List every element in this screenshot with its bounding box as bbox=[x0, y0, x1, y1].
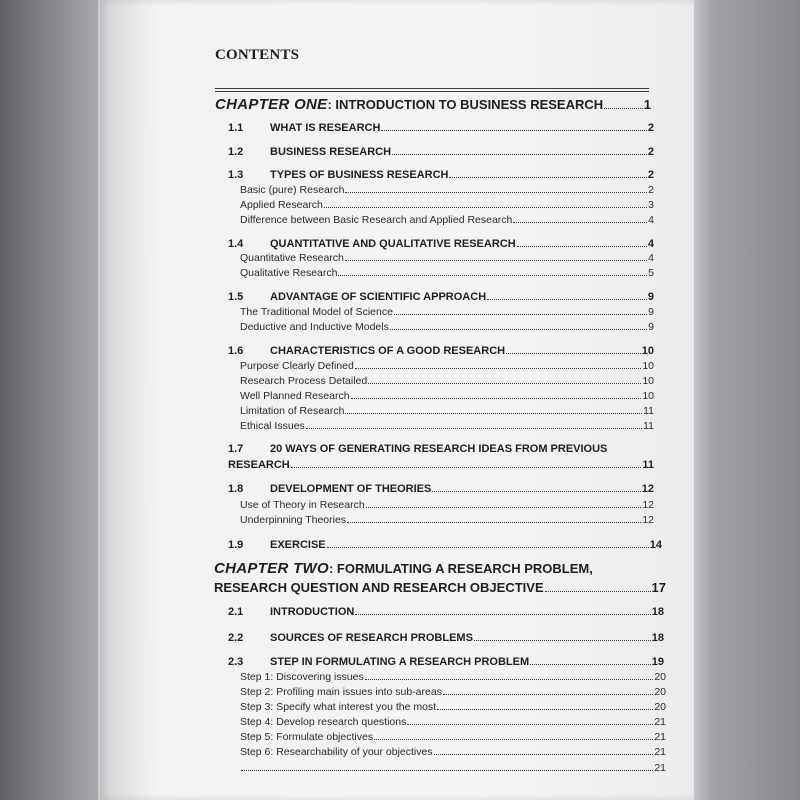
leader-dots bbox=[365, 671, 654, 680]
leader-dots bbox=[530, 656, 651, 665]
section-number: 1.9 bbox=[228, 539, 244, 552]
section-number: 1.5 bbox=[228, 291, 244, 304]
leader-dots bbox=[355, 360, 642, 369]
section-title: INTRODUCTION bbox=[270, 606, 355, 619]
leader-dots bbox=[437, 701, 653, 710]
leader-dots bbox=[513, 214, 647, 223]
page-crease-shadow bbox=[100, 0, 160, 800]
toc-subsection bbox=[240, 390, 654, 402]
subsection-title: Basic (pure) Research bbox=[240, 184, 345, 196]
toc-subsection bbox=[240, 214, 654, 226]
toc-section-1-3 bbox=[228, 169, 654, 181]
leader-dots bbox=[517, 238, 647, 247]
toc-section-1-4 bbox=[228, 238, 654, 250]
leader-dots bbox=[345, 405, 642, 414]
step-page: 21 bbox=[654, 746, 666, 758]
subsection-title: Well Planned Research bbox=[240, 390, 350, 402]
leader-dots bbox=[432, 483, 640, 492]
step-page: 21 bbox=[654, 716, 666, 728]
leader-dots bbox=[474, 632, 651, 641]
toc-step bbox=[240, 762, 666, 774]
toc-section-1-1 bbox=[228, 122, 654, 134]
leader-dots bbox=[345, 184, 647, 193]
step-title: Step 2: Profiling main issues into sub-areas bbox=[240, 686, 442, 698]
subsection-page: 10 bbox=[642, 360, 654, 372]
leader-dots bbox=[327, 539, 649, 548]
section-title: CHARACTERISTICS OF A GOOD RESEARCH bbox=[270, 345, 506, 358]
toc-section-1-6 bbox=[228, 345, 654, 357]
leader-dots bbox=[394, 306, 647, 315]
toc-section-1-8 bbox=[228, 483, 654, 495]
chapter-two-title-continued: RESEARCH QUESTION AND RESEARCH OBJECTIVE bbox=[214, 580, 544, 595]
toc-step bbox=[240, 701, 666, 713]
toc-section-2-3 bbox=[228, 656, 664, 668]
section-number: 2.1 bbox=[228, 606, 244, 619]
subsection-title: Applied Research bbox=[240, 199, 323, 211]
subsection-page: 11 bbox=[643, 405, 654, 417]
toc-subsection bbox=[240, 514, 654, 526]
section-number: 1.6 bbox=[228, 345, 244, 358]
subsection-page: 10 bbox=[642, 390, 654, 402]
section-page: 4 bbox=[647, 238, 654, 251]
toc-section-1-7-continued bbox=[228, 459, 654, 471]
section-title: WHAT IS RESEARCH bbox=[270, 122, 381, 135]
toc-subsection bbox=[240, 360, 654, 372]
toc-subsection bbox=[240, 375, 654, 387]
leader-dots bbox=[324, 199, 647, 208]
toc-step bbox=[240, 671, 666, 683]
right-background bbox=[693, 0, 800, 800]
subsection-title: Limitation of Research bbox=[240, 405, 345, 417]
section-title: SOURCES OF RESEARCH PROBLEMS bbox=[270, 632, 473, 645]
section-page: 2 bbox=[647, 169, 654, 182]
section-number: 1.2 bbox=[228, 146, 244, 159]
step-title: Step 3: Specify what interest you the most bbox=[240, 701, 437, 713]
subsection-page: 9 bbox=[648, 306, 654, 318]
section-title: EXERCISE bbox=[270, 539, 326, 552]
step-title: Step 1: Discovering issues bbox=[240, 671, 364, 683]
toc-subsection bbox=[240, 252, 654, 264]
toc-section-2-2 bbox=[228, 632, 664, 644]
section-page: 2 bbox=[647, 122, 654, 135]
contents-heading: CONTENTS bbox=[215, 47, 300, 63]
section-title: TYPES OF BUSINESS RESEARCH bbox=[270, 169, 449, 182]
section-number: 1.4 bbox=[228, 238, 244, 251]
subsection-title: Underpinning Theories bbox=[240, 514, 347, 526]
toc-subsection bbox=[240, 199, 654, 211]
chapter-two-word: CHAPTER TWO bbox=[214, 560, 329, 577]
chapter-two-title: : FORMULATING A RESEARCH PROBLEM, bbox=[328, 561, 593, 576]
leader-dots bbox=[366, 499, 642, 508]
step-page: 21 bbox=[654, 731, 666, 743]
step-page: 21 bbox=[654, 762, 666, 774]
subsection-title: Quantitative Research bbox=[240, 252, 344, 264]
leader-dots bbox=[449, 169, 646, 178]
section-number: 1.8 bbox=[228, 483, 244, 496]
toc-step bbox=[240, 746, 666, 758]
step-title: Step 5: Formulate objectives bbox=[240, 731, 374, 743]
leader-dots bbox=[374, 731, 653, 740]
toc-subsection bbox=[240, 405, 654, 417]
step-page: 20 bbox=[654, 671, 666, 683]
leader-dots bbox=[390, 321, 647, 330]
section-number: 2.2 bbox=[228, 632, 244, 645]
top-rule bbox=[215, 88, 649, 89]
subsection-page: 5 bbox=[648, 267, 654, 279]
subsection-page: 4 bbox=[648, 214, 654, 226]
step-page: 20 bbox=[654, 701, 666, 713]
leader-dots bbox=[291, 459, 642, 468]
leader-dots bbox=[381, 122, 646, 131]
toc-subsection bbox=[240, 184, 654, 196]
subsection-page: 12 bbox=[642, 499, 654, 511]
subsection-page: 3 bbox=[648, 199, 654, 211]
section-page: 11 bbox=[642, 459, 654, 472]
leader-dots bbox=[338, 267, 647, 276]
toc-subsection bbox=[240, 306, 654, 318]
section-number: 2.3 bbox=[228, 656, 244, 669]
subsection-title: Ethical Issues bbox=[240, 420, 305, 432]
chapter-two-entry-continued bbox=[214, 580, 666, 595]
section-page: 10 bbox=[641, 345, 654, 358]
leader-dots bbox=[392, 146, 647, 155]
leader-dots bbox=[407, 716, 653, 725]
leader-dots bbox=[368, 375, 641, 384]
section-page: 2 bbox=[647, 146, 654, 159]
section-number: 1.3 bbox=[228, 169, 244, 182]
leader-dots bbox=[345, 252, 647, 261]
section-page: 12 bbox=[641, 483, 654, 496]
leader-dots bbox=[545, 581, 651, 592]
subsection-page: 11 bbox=[643, 420, 654, 432]
chapter-one-title: : INTRODUCTION TO BUSINESS RESEARCH bbox=[327, 97, 604, 112]
chapter-two-page: 17 bbox=[651, 580, 666, 595]
toc-subsection bbox=[240, 420, 654, 432]
section-page: 18 bbox=[651, 606, 664, 619]
toc-section-1-9 bbox=[228, 539, 662, 551]
chapter-one-entry bbox=[215, 96, 651, 113]
leader-dots bbox=[434, 746, 654, 755]
step-page: 20 bbox=[654, 686, 666, 698]
left-background bbox=[0, 0, 98, 800]
subsection-title: Research Process Detailed bbox=[240, 375, 368, 387]
section-title: 20 WAYS OF GENERATING RESEARCH IDEAS FROM PREVIOUS bbox=[270, 443, 608, 455]
section-title: BUSINESS RESEARCH bbox=[270, 146, 392, 159]
subsection-title: Qualitative Research bbox=[240, 267, 338, 279]
leader-dots bbox=[506, 345, 641, 354]
leader-dots bbox=[306, 420, 642, 429]
step-title: Step 6: Researchability of your objectives bbox=[240, 746, 433, 758]
subsection-page: 2 bbox=[648, 184, 654, 196]
section-title: QUANTITATIVE AND QUALITATIVE RESEARCH bbox=[270, 238, 516, 251]
chapter-one-word: CHAPTER ONE bbox=[215, 96, 328, 113]
subsection-page: 9 bbox=[648, 321, 654, 333]
section-page: 14 bbox=[649, 539, 662, 552]
section-page: 18 bbox=[651, 632, 664, 645]
section-title: DEVELOPMENT OF THEORIES bbox=[270, 483, 432, 496]
subsection-title: Purpose Clearly Defined bbox=[240, 360, 354, 372]
subsection-page: 10 bbox=[642, 375, 654, 387]
subsection-title: Difference between Basic Research and Applied Research bbox=[240, 214, 513, 226]
toc-step bbox=[240, 731, 666, 743]
section-number: 1.1 bbox=[228, 122, 244, 135]
toc-section-1-2 bbox=[228, 146, 654, 158]
top-rule-secondary bbox=[215, 91, 649, 92]
section-title: STEP IN FORMULATING A RESEARCH PROBLEM bbox=[270, 656, 530, 669]
leader-dots bbox=[443, 686, 653, 695]
subsection-page: 4 bbox=[648, 252, 654, 264]
subsection-title: Use of Theory in Research bbox=[240, 499, 365, 511]
subsection-title: The Traditional Model of Science bbox=[240, 306, 393, 318]
leader-dots bbox=[351, 390, 642, 399]
leader-dots bbox=[241, 762, 653, 771]
subsection-page: 12 bbox=[642, 514, 654, 526]
step-title: Step 4: Develop research questions bbox=[240, 716, 407, 728]
toc-section-1-5 bbox=[228, 291, 654, 303]
section-page: 19 bbox=[651, 656, 664, 669]
section-title: ADVANTAGE OF SCIENTIFIC APPROACH bbox=[270, 291, 487, 304]
section-number: 1.7 bbox=[228, 443, 244, 455]
chapter-two-entry bbox=[214, 560, 593, 577]
leader-dots bbox=[487, 291, 647, 300]
section-title-continued: RESEARCH bbox=[228, 459, 290, 472]
leader-dots bbox=[604, 98, 643, 109]
leader-dots bbox=[347, 514, 641, 523]
subsection-title: Deductive and Inductive Models bbox=[240, 321, 389, 333]
leader-dots bbox=[355, 606, 650, 615]
toc-section-1-7 bbox=[228, 443, 607, 455]
toc-step bbox=[240, 686, 666, 698]
section-page: 9 bbox=[647, 291, 654, 304]
toc-subsection bbox=[240, 267, 654, 279]
toc-subsection bbox=[240, 499, 654, 511]
toc-subsection bbox=[240, 321, 654, 333]
toc-section-2-1 bbox=[228, 606, 664, 618]
toc-step bbox=[240, 716, 666, 728]
chapter-one-page: 1 bbox=[643, 97, 651, 112]
